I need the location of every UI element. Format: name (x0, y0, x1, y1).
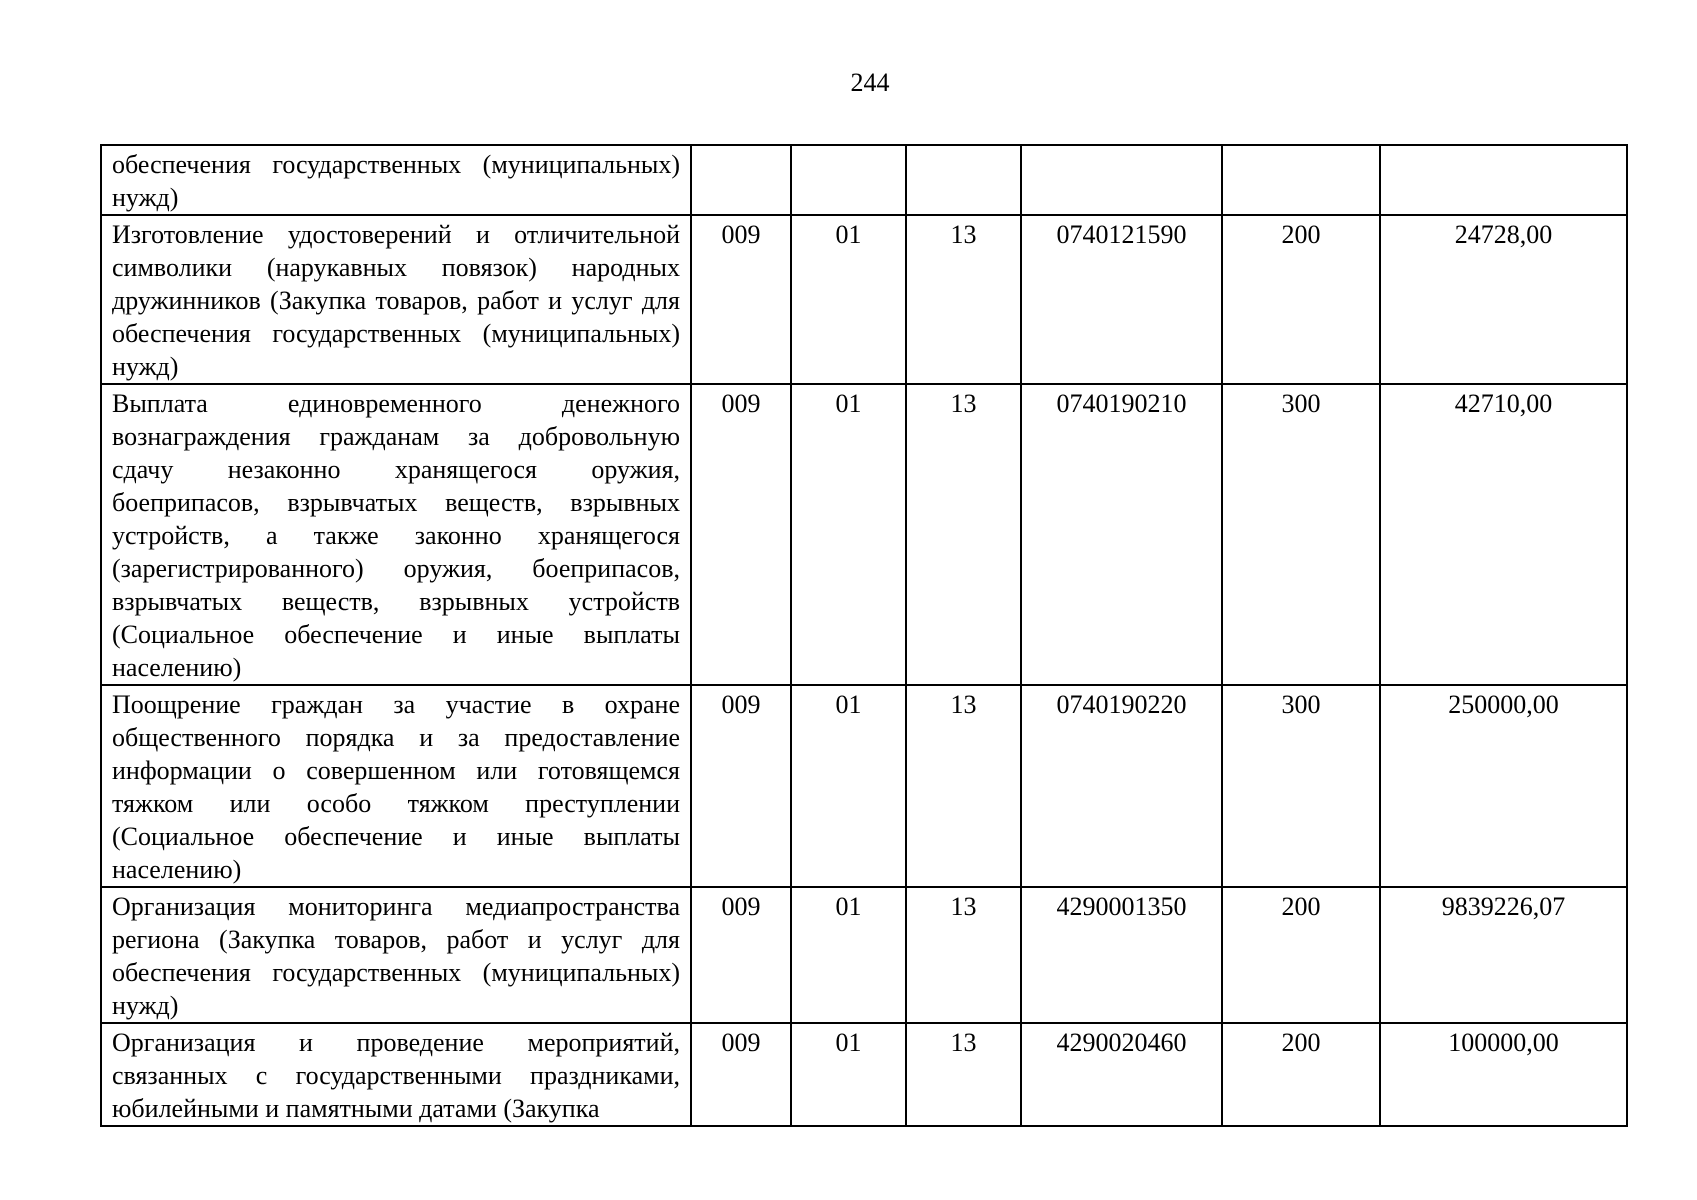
row-amount: 9839226,07 (1380, 887, 1627, 1023)
row-expense-type: 300 (1222, 384, 1380, 685)
row-amount: 42710,00 (1380, 384, 1627, 685)
row-section-code: 01 (791, 685, 906, 887)
row-ministry-code: 009 (691, 384, 791, 685)
row-target-article (1021, 145, 1222, 215)
row-expense-type: 200 (1222, 1023, 1380, 1126)
row-section-code: 01 (791, 887, 906, 1023)
row-expense-type (1222, 145, 1380, 215)
table-row (101, 887, 1627, 1023)
row-target-article: 0740121590 (1021, 215, 1222, 384)
row-target-article: 4290020460 (1021, 1023, 1222, 1126)
row-section-code: 01 (791, 384, 906, 685)
row-ministry-code: 009 (691, 215, 791, 384)
row-subsection-code: 13 (906, 215, 1021, 384)
table-row (101, 145, 1627, 215)
row-ministry-code: 009 (691, 685, 791, 887)
table-row (101, 685, 1627, 887)
budget-table (100, 144, 1628, 1127)
row-description: Выплата единовременного денежного вознаграждения гражданам за добровольную сдачу незаконно хранящегося оружия, боеприпасов, взрывчатых веществ, взрывных устройств, а также законно хранящегося (зарегистрированного) оружия, боеприпасов, взрывчатых веществ, взрывных устройств (Социальное обеспечение и иные выплаты населению) (101, 384, 691, 685)
row-expense-type: 200 (1222, 887, 1380, 1023)
row-section-code (791, 145, 906, 215)
row-amount: 24728,00 (1380, 215, 1627, 384)
row-ministry-code: 009 (691, 1023, 791, 1126)
row-expense-type: 300 (1222, 685, 1380, 887)
row-expense-type: 200 (1222, 215, 1380, 384)
row-subsection-code (906, 145, 1021, 215)
table-row (101, 1023, 1627, 1126)
row-target-article: 4290001350 (1021, 887, 1222, 1023)
page-number: 244 (850, 68, 890, 97)
row-ministry-code (691, 145, 791, 215)
row-amount (1380, 145, 1627, 215)
row-section-code: 01 (791, 215, 906, 384)
row-description: Организация и проведение мероприятий, связанных с государственными праздниками, юбилейными и памятными датами (Закупка (101, 1023, 691, 1126)
row-ministry-code: 009 (691, 887, 791, 1023)
row-subsection-code: 13 (906, 685, 1021, 887)
row-section-code: 01 (791, 1023, 906, 1126)
row-amount: 250000,00 (1380, 685, 1627, 887)
row-subsection-code: 13 (906, 384, 1021, 685)
row-target-article: 0740190220 (1021, 685, 1222, 887)
table-row (101, 384, 1627, 685)
row-amount: 100000,00 (1380, 1023, 1627, 1126)
row-description: Поощрение граждан за участие в охране общественного порядка и за предоставление информации о совершенном или готовящемся тяжком или особо тяжком преступлении (Социальное обеспечение и иные выплаты населению) (101, 685, 691, 887)
row-description: обеспечения государственных (муниципальных) нужд) (101, 145, 691, 215)
row-description: Изготовление удостоверений и отличительной символики (нарукавных повязок) народных дружинников (Закупка товаров, работ и услуг для обеспечения государственных (муниципальных) нужд) (101, 215, 691, 384)
row-subsection-code: 13 (906, 887, 1021, 1023)
row-subsection-code: 13 (906, 1023, 1021, 1126)
row-target-article: 0740190210 (1021, 384, 1222, 685)
table-row (101, 215, 1627, 384)
row-description: Организация мониторинга медиапространства региона (Закупка товаров, работ и услуг для обеспечения государственных (муниципальных) нужд) (101, 887, 691, 1023)
